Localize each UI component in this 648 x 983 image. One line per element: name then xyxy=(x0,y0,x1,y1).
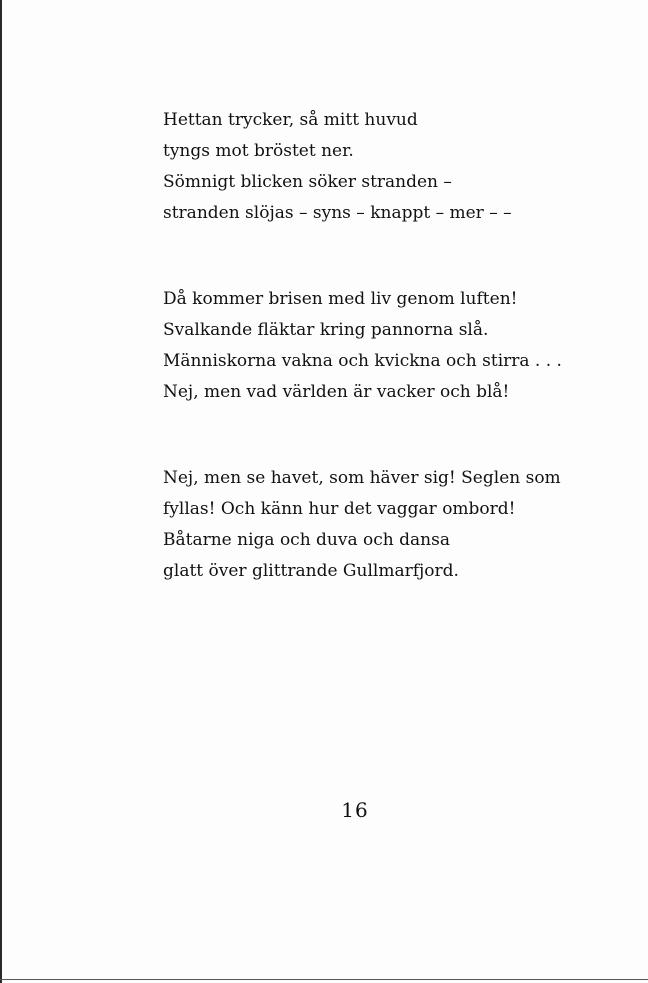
poem-line: Nej, men se havet, som häver sig! Seglen som xyxy=(163,468,561,488)
poem-line: Hettan trycker, så mitt huvud xyxy=(163,110,418,130)
poem-line: tyngs mot bröstet ner. xyxy=(163,141,354,161)
poem-line: Då kommer brisen med liv genom luften! xyxy=(163,289,518,309)
poem-line: Nej, men vad världen är vacker och blå! xyxy=(163,382,510,402)
poem xyxy=(163,105,633,587)
page-bottom-edge xyxy=(0,979,648,980)
poem-line: Båtarne niga och duva och dansa xyxy=(163,530,450,550)
poem-line: fyllas! Och känn hur det vaggar ombord! xyxy=(163,499,516,519)
stanza-3 xyxy=(163,463,633,587)
poem-line: glatt över glittrande Gullmarfjord. xyxy=(163,561,459,581)
poem-line: Människorna vakna och kvickna och stirra . . . xyxy=(163,351,562,371)
poem-line: Svalkande fläktar kring pannorna slå. xyxy=(163,320,489,340)
poem-line: stranden slöjas – syns – knappt – mer – – xyxy=(163,203,512,223)
page-left-edge xyxy=(0,0,2,983)
page-number: 16 xyxy=(341,798,369,822)
stanza-1 xyxy=(163,105,633,229)
stanza-2 xyxy=(163,284,633,408)
poem-line: Sömnigt blicken söker stranden – xyxy=(163,172,452,192)
